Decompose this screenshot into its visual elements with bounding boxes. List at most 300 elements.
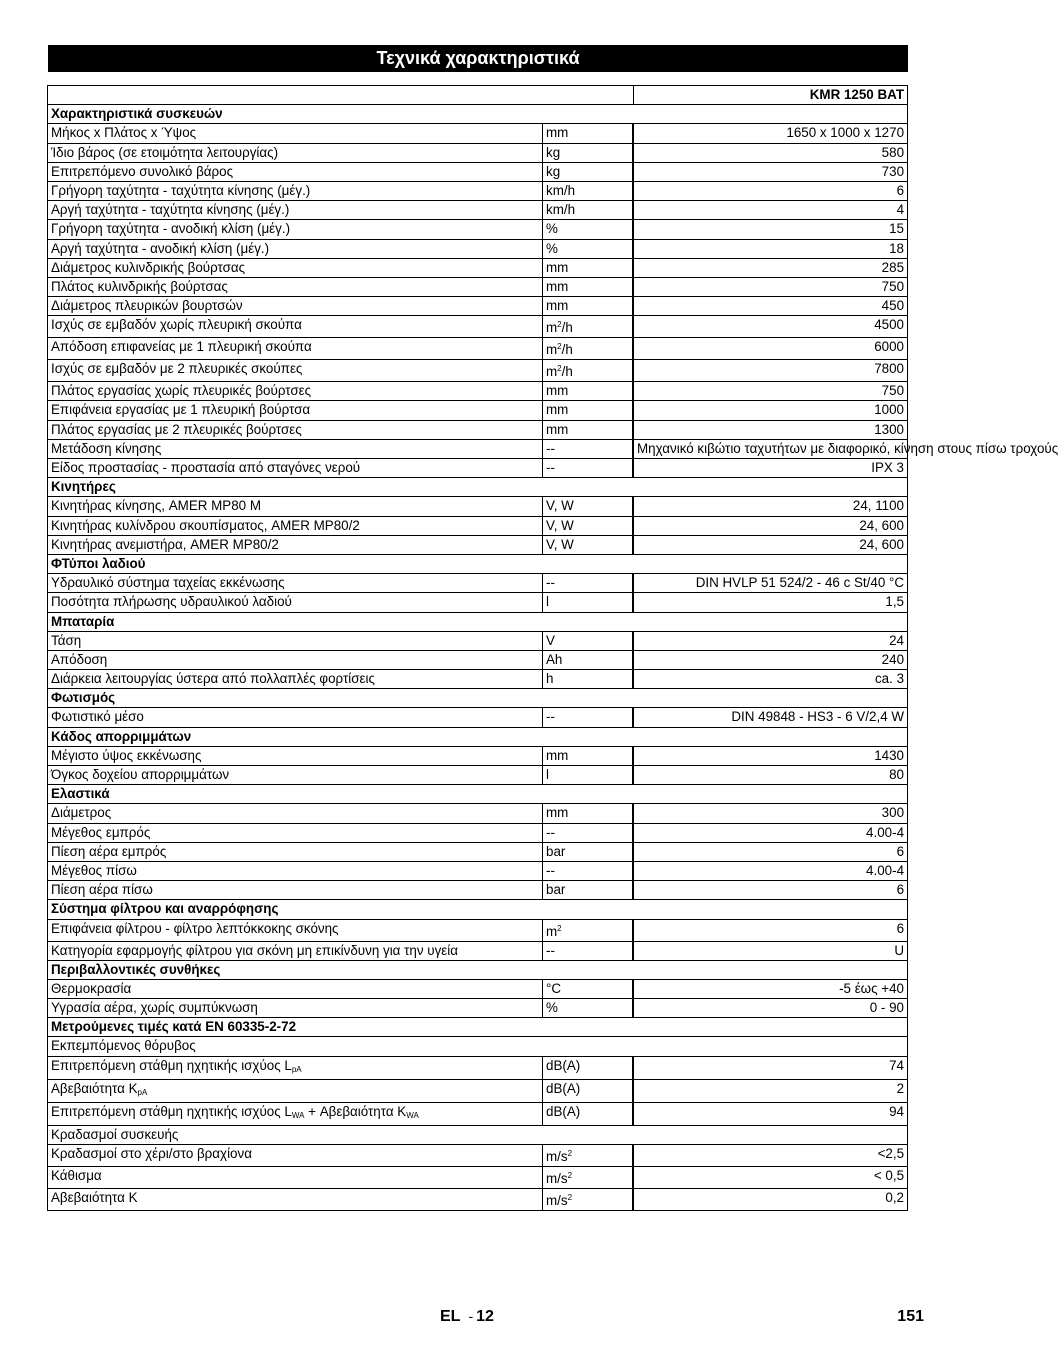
spec-row bbox=[48, 535, 908, 554]
spec-label-text: Θερμοκρασία bbox=[51, 980, 132, 996]
spec-label bbox=[48, 143, 543, 162]
spec-label-text: Κραδασμοί στο χέρι/στο βραχίονα bbox=[51, 1145, 252, 1161]
spec-unit bbox=[543, 162, 633, 181]
spec-row bbox=[48, 220, 908, 239]
section-row bbox=[48, 689, 908, 708]
spec-value: 4 bbox=[634, 201, 908, 220]
spec-value: 750 bbox=[634, 382, 908, 401]
spec-label-text: Αργή ταχύτητα - ταχύτητα κίνησης (μέγ.) bbox=[51, 202, 290, 218]
spec-label-text: Επιτρεπόμενο συνολικό βάρος bbox=[51, 163, 234, 179]
spec-unit-text: dB(A) bbox=[546, 1057, 581, 1073]
spec-unit-text: bar bbox=[546, 843, 566, 859]
page-title: Τεχνικά χαρακτηριστικά bbox=[48, 45, 908, 72]
spec-label bbox=[48, 239, 543, 258]
spec-value: Μηχανικό κιβώτιο ταχυτήτων με διαφορικό, κίνηση στους πίσω τροχούς bbox=[634, 439, 908, 458]
spec-unit-text-after: /h bbox=[561, 364, 573, 380]
spec-label bbox=[48, 1102, 543, 1125]
spec-unit-text: mm bbox=[546, 402, 569, 418]
spec-value: 1,5 bbox=[634, 593, 908, 612]
spec-value: 15 bbox=[634, 220, 908, 239]
spec-label-text: Ίδιο βάρος (σε ετοιμότητα λειτουργίας) bbox=[51, 144, 279, 160]
section-row bbox=[48, 105, 908, 124]
spec-label-text: Κινητήρας κίνησης, AMER MP80 M bbox=[51, 498, 262, 514]
spec-label-text: Πλάτος κυλινδρικής βούρτσας bbox=[51, 278, 228, 294]
spec-label bbox=[48, 631, 543, 650]
spec-unit bbox=[543, 593, 633, 612]
spec-label bbox=[48, 941, 543, 960]
spec-unit-text: V, W bbox=[546, 536, 574, 552]
section-row bbox=[48, 900, 908, 919]
spec-label-text: Μετάδοση κίνησης bbox=[51, 440, 162, 456]
spec-unit-text: V, W bbox=[546, 498, 574, 514]
spec-label bbox=[48, 861, 543, 880]
spec-label bbox=[48, 1079, 543, 1102]
spec-unit bbox=[543, 401, 633, 420]
spec-label-text: Είδος προστασίας - προστασία από σταγόνες νερού bbox=[51, 460, 361, 475]
spec-row bbox=[48, 1188, 908, 1210]
spec-unit-superscript: 2 bbox=[567, 1170, 573, 1180]
footer-dash: - bbox=[468, 1308, 474, 1324]
spec-unit bbox=[543, 861, 633, 880]
spec-value: 6 bbox=[634, 919, 908, 941]
spec-label bbox=[48, 804, 543, 823]
spec-unit-superscript: 2 bbox=[557, 364, 562, 374]
spec-label-text: Απόδοση επιφανείας με 1 πλευρική σκούπα bbox=[51, 339, 312, 355]
subheading: Εκπεμπόμενος θόρυβος bbox=[48, 1037, 908, 1056]
spec-label bbox=[48, 708, 543, 727]
spec-label bbox=[48, 1166, 543, 1188]
spec-label bbox=[48, 516, 543, 535]
spec-unit-text: -- bbox=[546, 709, 555, 725]
spec-label-subscript: pA bbox=[137, 1087, 148, 1097]
spec-row bbox=[48, 593, 908, 612]
spec-value: 450 bbox=[634, 297, 908, 316]
spec-label bbox=[48, 999, 543, 1018]
spec-row bbox=[48, 650, 908, 669]
section-heading: Μετρούμενες τιμές κατά EN 60335-2-72 bbox=[48, 1018, 908, 1037]
spec-unit-text: mm bbox=[546, 278, 569, 294]
footer-lang-code: EL bbox=[440, 1308, 461, 1325]
section-row bbox=[48, 727, 908, 746]
spec-label-text: Διάμετρος πλευρικών βουρτσών bbox=[51, 298, 243, 314]
spec-label-text: Μέγιστο ύψος εκκένωσης bbox=[51, 747, 202, 763]
spec-value: 285 bbox=[634, 258, 908, 277]
spec-row bbox=[48, 338, 908, 360]
spec-row bbox=[48, 124, 908, 143]
spec-unit-text: % bbox=[546, 1000, 558, 1016]
spec-label-text: Υγρασία αέρα, χωρίς συμπύκνωση bbox=[51, 1000, 258, 1016]
spec-unit-text: -- bbox=[546, 460, 555, 475]
spec-unit-text: dB(A) bbox=[546, 1103, 581, 1119]
spec-unit bbox=[543, 670, 633, 689]
spec-unit bbox=[543, 297, 633, 316]
spec-value: 1430 bbox=[634, 746, 908, 765]
spec-unit bbox=[543, 650, 633, 669]
spec-label bbox=[48, 258, 543, 277]
spec-unit-superscript: 2 bbox=[567, 1192, 573, 1202]
spec-unit-text: mm bbox=[546, 747, 569, 763]
spec-label bbox=[48, 746, 543, 765]
spec-label bbox=[48, 162, 543, 181]
spec-unit bbox=[543, 439, 633, 458]
spec-unit bbox=[543, 804, 633, 823]
section-row bbox=[48, 960, 908, 979]
spec-unit-text: l bbox=[546, 594, 549, 610]
subhead-row bbox=[48, 1125, 908, 1144]
spec-unit-text: bar bbox=[546, 882, 566, 898]
spec-row bbox=[48, 420, 908, 439]
spec-unit-text: % bbox=[546, 240, 558, 256]
spec-label bbox=[48, 338, 543, 360]
spec-unit bbox=[543, 941, 633, 960]
spec-value: 24, 1100 bbox=[634, 497, 908, 516]
spec-label bbox=[48, 297, 543, 316]
spec-value: 94 bbox=[634, 1102, 908, 1125]
spec-value: 6 bbox=[634, 881, 908, 900]
section-row bbox=[48, 478, 908, 497]
spec-row bbox=[48, 670, 908, 689]
spec-value: 730 bbox=[634, 162, 908, 181]
spec-unit-text: m/s bbox=[546, 1192, 568, 1208]
spec-row bbox=[48, 382, 908, 401]
spec-unit-text-after: /h bbox=[561, 320, 573, 336]
spec-unit-text: l bbox=[546, 767, 549, 782]
spec-unit bbox=[543, 124, 633, 143]
spec-unit bbox=[543, 181, 633, 200]
spec-value: 6 bbox=[634, 842, 908, 861]
spec-unit bbox=[543, 823, 633, 842]
spec-row bbox=[48, 143, 908, 162]
spec-unit bbox=[543, 516, 633, 535]
spec-row bbox=[48, 459, 908, 478]
spec-row bbox=[48, 861, 908, 880]
spec-label-subscript: WA bbox=[406, 1110, 419, 1120]
spec-value: ca. 3 bbox=[634, 670, 908, 689]
section-heading: ΦΤύποι λαδιού bbox=[48, 554, 908, 573]
spec-unit-text: km/h bbox=[546, 202, 576, 218]
spec-row bbox=[48, 708, 908, 727]
spec-label-text: Μέγεθος πίσω bbox=[51, 862, 137, 878]
spec-label bbox=[48, 220, 543, 239]
spec-label-text: Όγκος δοχείου απορριμμάτων bbox=[51, 767, 230, 782]
spec-value: 18 bbox=[634, 239, 908, 258]
spec-unit bbox=[543, 708, 633, 727]
spec-unit bbox=[543, 143, 633, 162]
spec-label bbox=[48, 650, 543, 669]
spec-unit-text: m/s bbox=[546, 1148, 568, 1164]
spec-unit-text: m bbox=[546, 364, 558, 380]
section-heading: Ελαστικά bbox=[48, 785, 908, 804]
model-header-row bbox=[48, 86, 908, 105]
spec-row bbox=[48, 999, 908, 1018]
spec-row bbox=[48, 804, 908, 823]
spec-value: 1000 bbox=[634, 401, 908, 420]
spec-unit-text: % bbox=[546, 221, 558, 237]
spec-row bbox=[48, 1166, 908, 1188]
model-name: KMR 1250 BAT bbox=[634, 86, 908, 105]
spec-unit-text: -- bbox=[546, 862, 555, 878]
section-row bbox=[48, 785, 908, 804]
spec-unit bbox=[543, 338, 633, 360]
spec-label bbox=[48, 881, 543, 900]
spec-label-text: Πλάτος εργασίας χωρίς πλευρικές βούρτσες bbox=[51, 383, 312, 399]
subhead-row bbox=[48, 1037, 908, 1056]
spec-label-text: Διάμετρος κυλινδρικής βούρτσας bbox=[51, 259, 246, 275]
spec-unit-superscript: 2 bbox=[557, 320, 562, 330]
spec-value: 6000 bbox=[634, 338, 908, 360]
spec-unit-text: °C bbox=[546, 980, 562, 996]
spec-row bbox=[48, 162, 908, 181]
spec-unit-text: m/s bbox=[546, 1170, 568, 1186]
spec-unit bbox=[543, 979, 633, 998]
spec-row bbox=[48, 1056, 908, 1079]
section-heading: Μπαταρία bbox=[48, 612, 908, 631]
spec-label-text: Ισχύς σε εμβαδόν με 2 πλευρικές σκούπες bbox=[51, 361, 303, 377]
spec-unit-text: Ah bbox=[546, 651, 563, 667]
spec-unit bbox=[543, 239, 633, 258]
spec-label bbox=[48, 766, 543, 785]
spec-unit bbox=[543, 881, 633, 900]
spec-row bbox=[48, 258, 908, 277]
section-row bbox=[48, 612, 908, 631]
spec-unit-text: -- bbox=[546, 440, 555, 456]
spec-unit-text: h bbox=[546, 671, 554, 687]
spec-label bbox=[48, 593, 543, 612]
spec-label bbox=[48, 1144, 543, 1166]
spec-value: 24, 600 bbox=[634, 535, 908, 554]
spec-unit-text: m bbox=[546, 923, 558, 939]
spec-unit-superscript: 2 bbox=[567, 1148, 573, 1158]
spec-unit-text: kg bbox=[546, 163, 561, 179]
footer-lang bbox=[440, 1308, 494, 1326]
spec-row bbox=[48, 823, 908, 842]
spec-unit bbox=[543, 382, 633, 401]
spec-label bbox=[48, 574, 543, 593]
spec-value: 300 bbox=[634, 804, 908, 823]
spec-unit-text: mm bbox=[546, 125, 569, 141]
spec-unit-text: mm bbox=[546, 259, 569, 275]
spec-unit bbox=[543, 220, 633, 239]
spec-value: 580 bbox=[634, 143, 908, 162]
spec-value: DIN 49848 - HS3 - 6 V/2,4 W bbox=[634, 708, 908, 727]
spec-unit-text: m bbox=[546, 342, 558, 358]
spec-value: -5 έως +40 bbox=[634, 979, 908, 998]
spec-value: < 0,5 bbox=[634, 1166, 908, 1188]
spec-label-text-after: + Αβεβαιότητα K bbox=[304, 1103, 407, 1119]
spec-unit bbox=[543, 535, 633, 554]
spec-label-text: Πίεση αέρα πίσω bbox=[51, 882, 153, 898]
spec-label-text: Μήκος x Πλάτος x Ύψος bbox=[51, 125, 197, 141]
spec-label-text: Διάμετρος bbox=[51, 805, 112, 821]
spec-unit bbox=[543, 746, 633, 765]
spec-unit-text: m bbox=[546, 320, 558, 336]
spec-label-text: Κινητήρας κυλίνδρου σκουπίσματος, AMER MP80/2 bbox=[51, 517, 360, 533]
spec-unit bbox=[543, 574, 633, 593]
spec-label bbox=[48, 124, 543, 143]
spec-value: 74 bbox=[634, 1056, 908, 1079]
spec-label-text: Πίεση αέρα εμπρός bbox=[51, 843, 167, 859]
spec-label bbox=[48, 979, 543, 998]
spec-label-text: Κινητήρας ανεμιστήρα, AMER MP80/2 bbox=[51, 536, 279, 552]
subheading: Κραδασμοί συσκευής bbox=[48, 1125, 908, 1144]
spec-label bbox=[48, 535, 543, 554]
spec-value: 4500 bbox=[634, 316, 908, 338]
spec-unit-text: -- bbox=[546, 824, 555, 840]
footer-page-number: 151 bbox=[897, 1308, 924, 1325]
spec-label-text: Γρήγορη ταχύτητα - ανοδική κλίση (μέγ.) bbox=[51, 221, 291, 237]
spec-unit bbox=[543, 999, 633, 1018]
spec-row bbox=[48, 919, 908, 941]
spec-value: 1300 bbox=[634, 420, 908, 439]
section-row bbox=[48, 1018, 908, 1037]
spec-row bbox=[48, 941, 908, 960]
spec-value: <2,5 bbox=[634, 1144, 908, 1166]
spec-label-text: Κάθισμα bbox=[51, 1167, 102, 1183]
spec-unit bbox=[543, 842, 633, 861]
spec-unit-text: V bbox=[546, 632, 555, 648]
spec-unit bbox=[543, 420, 633, 439]
spec-value: DIN HVLP 51 524/2 - 46 c St/40 °C bbox=[634, 574, 908, 593]
spec-value: U bbox=[634, 941, 908, 960]
spec-row bbox=[48, 574, 908, 593]
section-heading: Κινητήρες bbox=[48, 478, 908, 497]
spec-label-text: Επιφάνεια φίλτρου - φίλτρο λεπτόκκοκης σκόνης bbox=[51, 920, 339, 936]
spec-value: 4.00-4 bbox=[634, 861, 908, 880]
spec-value: IPX 3 bbox=[634, 459, 908, 478]
spec-unit bbox=[543, 766, 633, 785]
spec-value: 1650 x 1000 x 1270 bbox=[634, 124, 908, 143]
spec-label-text: Αργή ταχύτητα - ανοδική κλίση (μέγ.) bbox=[51, 240, 270, 256]
spec-unit-text: mm bbox=[546, 421, 569, 437]
spec-unit bbox=[543, 360, 633, 382]
spec-row bbox=[48, 316, 908, 338]
spec-unit bbox=[543, 631, 633, 650]
spec-value: 80 bbox=[634, 766, 908, 785]
spec-row bbox=[48, 401, 908, 420]
spec-label-text: Επιφάνεια εργασίας με 1 πλευρική βούρτσα bbox=[51, 402, 311, 418]
spec-label-text: Μέγεθος εμπρός bbox=[51, 824, 151, 840]
spec-label-text: Αβεβαιότητα K bbox=[51, 1080, 138, 1096]
spec-row bbox=[48, 1102, 908, 1125]
spec-label bbox=[48, 1056, 543, 1079]
spec-value: 0 - 90 bbox=[634, 999, 908, 1018]
spec-row bbox=[48, 842, 908, 861]
spec-value: 24, 600 bbox=[634, 516, 908, 535]
spec-row bbox=[48, 201, 908, 220]
spec-label-text: Αβεβαιότητα K bbox=[51, 1189, 138, 1205]
spec-row bbox=[48, 1144, 908, 1166]
spec-row bbox=[48, 1079, 908, 1102]
spec-label bbox=[48, 382, 543, 401]
section-heading: Σύστημα φίλτρου και αναρρόφησης bbox=[48, 900, 908, 919]
spec-label-subscript: pA bbox=[291, 1064, 302, 1074]
spec-label bbox=[48, 670, 543, 689]
spec-label-text: Ισχύς σε εμβαδόν χωρίς πλευρική σκούπα bbox=[51, 317, 302, 333]
spec-label bbox=[48, 420, 543, 439]
spec-label-subscript: WA bbox=[291, 1110, 305, 1120]
spec-unit-text: -- bbox=[546, 575, 555, 591]
section-heading: Κάδος απορριμμάτων bbox=[48, 727, 908, 746]
spec-value: 4.00-4 bbox=[634, 823, 908, 842]
spec-unit bbox=[543, 919, 633, 941]
spec-label bbox=[48, 919, 543, 941]
spec-label bbox=[48, 277, 543, 296]
spec-label-text: Φωτιστικό μέσο bbox=[51, 709, 144, 725]
spec-row bbox=[48, 497, 908, 516]
spec-label bbox=[48, 459, 543, 478]
spec-label-text: Απόδοση bbox=[51, 651, 108, 667]
spec-value: 0,2 bbox=[634, 1188, 908, 1210]
spec-row bbox=[48, 439, 908, 458]
section-heading: Περιβαλλοντικές συνθήκες bbox=[48, 960, 908, 979]
spec-label-text: Επιτρεπόμενη στάθμη ηχητικής ισχύος L bbox=[51, 1103, 292, 1119]
spec-value: 24 bbox=[634, 631, 908, 650]
spec-row bbox=[48, 297, 908, 316]
spec-label bbox=[48, 1188, 543, 1210]
spec-label bbox=[48, 842, 543, 861]
spec-unit bbox=[543, 1102, 633, 1125]
spec-unit bbox=[543, 497, 633, 516]
spec-unit bbox=[543, 201, 633, 220]
spec-unit-text: V, W bbox=[546, 517, 574, 533]
spec-row bbox=[48, 979, 908, 998]
spec-row bbox=[48, 746, 908, 765]
spec-unit-text: kg bbox=[546, 144, 561, 160]
spec-label-text: Διάρκεια λειτουργίας ύστερα από πολλαπλές φορτίσεις bbox=[51, 671, 375, 687]
spec-value: 7800 bbox=[634, 360, 908, 382]
spec-label bbox=[48, 201, 543, 220]
spec-unit bbox=[543, 459, 633, 478]
spec-label-text: Γρήγορη ταχύτητα - ταχύτητα κίνησης (μέγ.) bbox=[51, 182, 311, 198]
spec-label bbox=[48, 439, 543, 458]
spec-unit-text: km/h bbox=[546, 182, 576, 198]
spec-unit-text: mm bbox=[546, 298, 569, 314]
spec-unit-superscript: 2 bbox=[557, 923, 562, 933]
spec-label-text: Επιτρεπόμενη στάθμη ηχητικής ισχύος L bbox=[51, 1057, 292, 1073]
spec-label-text: Τάση bbox=[51, 632, 82, 648]
spec-unit bbox=[543, 1144, 633, 1166]
spec-label-text: Κατηγορία εφαρμογής φίλτρου για σκόνη μη επικίνδυνη για την υγεία bbox=[51, 942, 458, 958]
spec-unit bbox=[543, 1166, 633, 1188]
section-heading: Φωτισμός bbox=[48, 689, 908, 708]
spec-row bbox=[48, 360, 908, 382]
spec-row bbox=[48, 277, 908, 296]
spec-label bbox=[48, 497, 543, 516]
spec-value: 6 bbox=[634, 181, 908, 200]
spec-unit-text: mm bbox=[546, 805, 569, 821]
spec-label bbox=[48, 823, 543, 842]
spec-label bbox=[48, 401, 543, 420]
spec-row bbox=[48, 631, 908, 650]
spec-unit bbox=[543, 277, 633, 296]
spec-value: 750 bbox=[634, 277, 908, 296]
spec-unit-text-after: /h bbox=[561, 342, 573, 358]
spec-unit bbox=[543, 1079, 633, 1102]
spec-label-text: Ποσότητα πλήρωσης υδραυλικού λαδιού bbox=[51, 594, 292, 610]
section-row bbox=[48, 554, 908, 573]
section-heading: Χαρακτηριστικά συσκευών bbox=[48, 105, 908, 124]
spec-label bbox=[48, 360, 543, 382]
spec-unit-superscript: 2 bbox=[557, 342, 562, 352]
spec-row bbox=[48, 516, 908, 535]
footer-local-page: 12 bbox=[476, 1308, 494, 1325]
spec-unit-text: dB(A) bbox=[546, 1080, 581, 1096]
spec-unit bbox=[543, 1188, 633, 1210]
spec-label-text: Υδραυλικό σύστημα ταχείας εκκένωσης bbox=[51, 575, 285, 591]
spec-label bbox=[48, 181, 543, 200]
spec-row bbox=[48, 766, 908, 785]
spec-row bbox=[48, 239, 908, 258]
